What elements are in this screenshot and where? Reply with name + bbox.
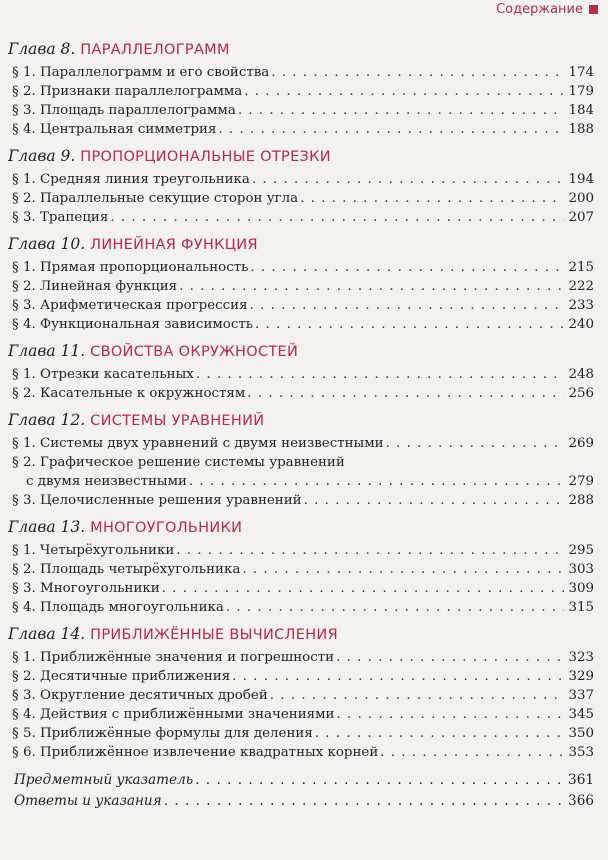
entry-text: § 3. Площадь параллелограмма bbox=[12, 103, 236, 118]
end-entry-text: Ответы и указания bbox=[14, 793, 162, 809]
entry-text-continued: с двумя неизвестными bbox=[26, 474, 187, 489]
page-number: 233 bbox=[568, 298, 594, 313]
toc-entry[interactable] bbox=[8, 315, 594, 334]
page-number: 248 bbox=[568, 367, 594, 382]
chapter-label: Глава 10. bbox=[8, 235, 86, 253]
toc-entry[interactable] bbox=[8, 491, 594, 510]
entry-text: § 4. Площадь многоугольника bbox=[12, 600, 224, 615]
dot-leader bbox=[164, 791, 564, 812]
page-number: 215 bbox=[568, 260, 594, 275]
page-number: 323 bbox=[568, 650, 594, 665]
entry-text: § 2. Линейная функция bbox=[12, 279, 178, 294]
page-number: 240 bbox=[568, 317, 594, 332]
toc-entry[interactable] bbox=[8, 541, 594, 560]
chapter-heading[interactable] bbox=[8, 235, 594, 254]
dot-leader bbox=[244, 82, 564, 101]
chapter-label: Глава 11. bbox=[8, 342, 86, 360]
toc-entry[interactable] bbox=[8, 63, 594, 82]
chapter-heading[interactable] bbox=[8, 147, 594, 166]
entry-text: § 4. Действия с приближёнными значениями bbox=[12, 707, 335, 722]
chapter-block bbox=[8, 147, 594, 227]
toc-entry[interactable] bbox=[8, 598, 594, 617]
dot-leader bbox=[271, 63, 564, 82]
dot-leader bbox=[315, 724, 564, 743]
dot-leader bbox=[250, 296, 564, 315]
entry-text: § 5. Приближённые формулы для деления bbox=[12, 726, 313, 741]
toc-entry[interactable] bbox=[8, 743, 594, 762]
dot-leader bbox=[380, 743, 564, 762]
dot-leader bbox=[226, 598, 564, 617]
dot-leader bbox=[250, 258, 564, 277]
dot-leader bbox=[176, 541, 564, 560]
dot-leader bbox=[195, 770, 564, 791]
chapter-label: Глава 12. bbox=[8, 411, 86, 429]
page-number: 345 bbox=[568, 707, 594, 722]
chapter-title: СВОЙСТВА ОКРУЖНОСТЕЙ bbox=[90, 344, 299, 360]
toc-entry[interactable] bbox=[8, 365, 594, 384]
toc-entry[interactable] bbox=[8, 434, 594, 453]
toc-entry[interactable] bbox=[8, 453, 594, 472]
dot-leader bbox=[336, 648, 564, 667]
page-number: 184 bbox=[568, 103, 594, 118]
table-of-contents bbox=[8, 40, 594, 812]
chapter-label: Глава 14. bbox=[8, 625, 86, 643]
dot-leader bbox=[162, 579, 564, 598]
entry-text: § 2. Площадь четырёхугольника bbox=[12, 562, 241, 577]
dot-leader bbox=[196, 365, 564, 384]
toc-entry[interactable] bbox=[8, 277, 594, 296]
end-entry-text: Предметный указатель bbox=[14, 772, 194, 788]
running-header bbox=[496, 2, 598, 17]
chapter-block bbox=[8, 625, 594, 762]
header-square-icon bbox=[589, 5, 598, 14]
end-matter-entry[interactable] bbox=[8, 770, 594, 791]
toc-entry[interactable] bbox=[8, 101, 594, 120]
chapter-block bbox=[8, 235, 594, 334]
entry-text: § 1. Параллелограмм и его свойства bbox=[12, 65, 270, 80]
dot-leader bbox=[300, 189, 564, 208]
dot-leader bbox=[336, 705, 564, 724]
chapter-heading[interactable] bbox=[8, 342, 594, 361]
dot-leader bbox=[242, 560, 564, 579]
entry-text: § 1. Отрезки касательных bbox=[12, 367, 194, 382]
entry-text: § 2. Касательные к окружностям bbox=[12, 386, 246, 401]
entry-text: § 1. Четырёхугольники bbox=[12, 543, 175, 558]
toc-entry[interactable] bbox=[8, 384, 594, 403]
entry-text: § 3. Многоугольники bbox=[12, 581, 160, 596]
end-matter-entry[interactable] bbox=[8, 791, 594, 812]
toc-entry[interactable] bbox=[8, 189, 594, 208]
chapter-title: ПРОПОРЦИОНАЛЬНЫЕ ОТРЕЗКИ bbox=[80, 149, 331, 165]
page-number: 222 bbox=[568, 279, 594, 294]
dot-leader bbox=[179, 277, 564, 296]
page-number: 207 bbox=[568, 210, 594, 225]
entry-text: § 3. Трапеция bbox=[12, 210, 109, 225]
dot-leader bbox=[386, 434, 564, 453]
toc-entry[interactable] bbox=[8, 705, 594, 724]
dot-leader bbox=[304, 491, 564, 510]
entry-text: § 2. Десятичные приближения bbox=[12, 669, 231, 684]
entry-text: § 1. Прямая пропорциональность bbox=[12, 260, 249, 275]
page-number: 366 bbox=[568, 793, 594, 809]
chapter-heading[interactable] bbox=[8, 518, 594, 537]
entry-text: § 2. Признаки параллелограмма bbox=[12, 84, 243, 99]
toc-entry[interactable] bbox=[8, 82, 594, 101]
page-number: 303 bbox=[568, 562, 594, 577]
entry-text: § 3. Целочисленные решения уравнений bbox=[12, 493, 302, 508]
chapter-title: МНОГОУГОЛЬНИКИ bbox=[90, 520, 243, 536]
dot-leader bbox=[252, 170, 564, 189]
page-number: 329 bbox=[568, 669, 594, 684]
chapter-title: ЛИНЕЙНАЯ ФУНКЦИЯ bbox=[90, 237, 258, 253]
page-number: 256 bbox=[568, 386, 594, 401]
toc-entry[interactable] bbox=[8, 579, 594, 598]
page-number: 288 bbox=[568, 493, 594, 508]
page-number: 174 bbox=[568, 65, 594, 80]
entry-text: § 4. Функциональная зависимость bbox=[12, 317, 254, 332]
header-label: Содержание bbox=[496, 2, 583, 17]
dot-leader bbox=[247, 384, 564, 403]
chapter-heading[interactable] bbox=[8, 625, 594, 644]
page-number: 279 bbox=[568, 474, 594, 489]
toc-entry[interactable] bbox=[8, 648, 594, 667]
page-number: 269 bbox=[568, 436, 594, 451]
end-matter bbox=[8, 770, 594, 812]
dot-leader bbox=[218, 120, 564, 139]
page-number: 361 bbox=[568, 772, 594, 788]
dot-leader bbox=[232, 667, 564, 686]
page-number: 295 bbox=[568, 543, 594, 558]
toc-entry[interactable] bbox=[8, 208, 594, 227]
toc-entry[interactable] bbox=[8, 170, 594, 189]
chapter-title: СИСТЕМЫ УРАВНЕНИЙ bbox=[90, 413, 265, 429]
toc-entry[interactable] bbox=[8, 296, 594, 315]
entry-text: § 3. Арифметическая прогрессия bbox=[12, 298, 248, 313]
entry-text: § 2. Параллельные секущие сторон угла bbox=[12, 191, 299, 206]
toc-entry[interactable] bbox=[8, 667, 594, 686]
entry-text: § 1. Приближённые значения и погрешности bbox=[12, 650, 335, 665]
dot-leader bbox=[270, 686, 564, 705]
dot-leader bbox=[189, 472, 564, 491]
chapter-label: Глава 9. bbox=[8, 147, 76, 165]
chapter-heading[interactable] bbox=[8, 411, 594, 430]
entry-text: § 3. Округление десятичных дробей bbox=[12, 688, 268, 703]
page-number: 353 bbox=[568, 745, 594, 760]
chapter-title: ПРИБЛИЖЁННЫЕ ВЫЧИСЛЕНИЯ bbox=[90, 627, 338, 643]
page-number: 179 bbox=[568, 84, 594, 99]
entry-text: § 1. Системы двух уравнений с двумя неизвестными bbox=[12, 436, 384, 451]
chapter-block bbox=[8, 40, 594, 139]
dot-leader bbox=[255, 315, 564, 334]
toc-entry-continuation[interactable] bbox=[8, 472, 594, 491]
page-number: 337 bbox=[568, 688, 594, 703]
chapter-label: Глава 13. bbox=[8, 518, 86, 536]
chapter-block bbox=[8, 518, 594, 617]
toc-entry[interactable] bbox=[8, 686, 594, 705]
page-number: 194 bbox=[568, 172, 594, 187]
toc-entry[interactable] bbox=[8, 724, 594, 743]
page-number: 200 bbox=[568, 191, 594, 206]
toc-entry[interactable] bbox=[8, 120, 594, 139]
chapter-heading[interactable] bbox=[8, 40, 594, 59]
toc-entry[interactable] bbox=[8, 258, 594, 277]
page-number: 350 bbox=[568, 726, 594, 741]
entry-text: § 4. Центральная симметрия bbox=[12, 122, 217, 137]
toc-entry[interactable] bbox=[8, 560, 594, 579]
chapter-label: Глава 8. bbox=[8, 40, 76, 58]
entry-text: § 6. Приближённое извлечение квадратных корней bbox=[12, 745, 379, 760]
page-number: 188 bbox=[568, 122, 594, 137]
dot-leader bbox=[110, 208, 564, 227]
chapter-block bbox=[8, 342, 594, 403]
page-number: 315 bbox=[568, 600, 594, 615]
page-number: 309 bbox=[568, 581, 594, 596]
dot-leader bbox=[238, 101, 564, 120]
entry-text: § 2. Графическое решение системы уравнений bbox=[12, 455, 345, 470]
entry-text: § 1. Средняя линия треугольника bbox=[12, 172, 250, 187]
chapter-block bbox=[8, 411, 594, 510]
chapter-title: ПАРАЛЛЕЛОГРАММ bbox=[80, 42, 230, 58]
